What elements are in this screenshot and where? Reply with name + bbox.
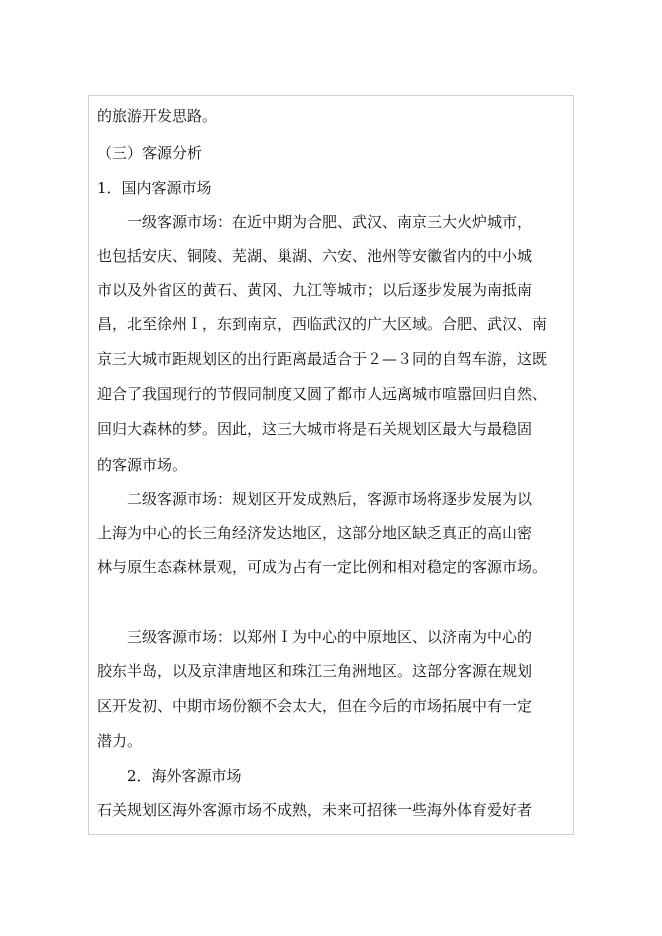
paragraph-third-tier-line-2: 胶东半岛，以及京津唐地区和珠江三角洲地区。这部分客源在规划 <box>97 662 533 680</box>
paragraph-third-tier-line-1: 三级客源市场：以郑州Ｉ为中心的中原地区、以济南为中心的 <box>127 628 533 646</box>
subheading-domestic-market: 1．国内客源市场 <box>97 179 212 197</box>
paragraph-second-tier-line-3: 林与原生态森林景观，可成为占有一定比例和相对稳定的客源市场。 <box>97 558 548 576</box>
paragraph-third-tier-line-3: 区开发初、中期市场份额不会太大，但在今后的市场拓展中有一定 <box>97 697 533 715</box>
paragraph-overseas-line-1: 石关规划区海外客源市场不成熟，未来可招徕一些海外体育爱好者 <box>97 801 533 819</box>
paragraph-second-tier-line-1: 二级客源市场：规划区开发成熟后，客源市场将逐步发展为以 <box>127 490 533 508</box>
paragraph-first-tier-line-4: 昌，北至徐州Ｉ，东到南京，西临武汉的广大区域。合肥、武汉、南 <box>97 315 548 333</box>
paragraph-first-tier-line-1: 一级客源市场：在近中期为合肥、武汉、南京三大火炉城市， <box>127 213 533 231</box>
subheading-overseas-market: 2．海外客源市场 <box>127 767 242 785</box>
paragraph-first-tier-line-7: 回归大森林的梦。因此，这三大城市将是石关规划区最大与最稳固 <box>97 420 533 438</box>
paragraph-second-tier-line-2: 上海为中心的长三角经济发达地区，这部分地区缺乏真正的高山密 <box>97 524 533 542</box>
paragraph-first-tier-line-6: 迎合了我国现行的节假同制度又圆了都市人远离城市喧嚣回归自然、 <box>97 385 548 403</box>
paragraph-first-tier-line-8: 的客源市场。 <box>97 456 188 474</box>
paragraph-third-tier-line-4: 潜力。 <box>97 732 143 750</box>
paragraph-first-tier-line-2: 也包括安庆、铜陵、芜湖、巢湖、六安、池州等安徽省内的中小城 <box>97 247 533 265</box>
section-heading-visitor-analysis: （三）客源分析 <box>97 144 203 162</box>
text-line-1: 的旅游开发思路。 <box>97 107 218 125</box>
paragraph-first-tier-line-5: 京三大城市距规划区的出行距离最适合于２—３同的自驾车游，这既 <box>97 350 548 368</box>
paragraph-first-tier-line-3: 市以及外省区的黄石、黄冈、九江等城市；以后逐步发展为南抵南 <box>97 281 533 299</box>
